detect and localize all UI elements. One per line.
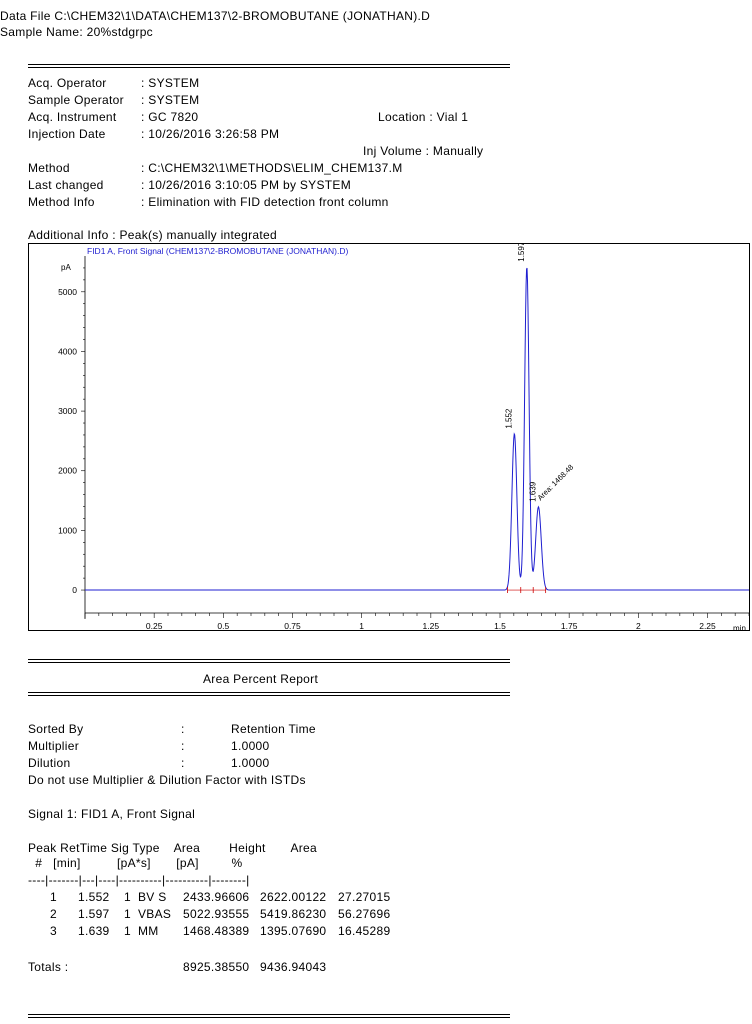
sorted-by-label: Sorted By [28, 722, 84, 736]
divider [28, 1014, 510, 1018]
report-title: Area Percent Report [203, 672, 319, 686]
data-file-line: Data File C:\CHEM32\1\DATA\CHEM137\2-BROMOBUTANE (JONATHAN).D [0, 9, 431, 23]
table-header-row-2: # [min] [pA*s] [pA] % [28, 856, 243, 870]
injection-date-label: Injection Date [28, 127, 106, 141]
method-label: Method [28, 161, 70, 175]
cell-sig: 1 [124, 924, 131, 938]
cell-type: MM [138, 924, 159, 938]
peak-label: 1.597 [516, 244, 526, 262]
total-height: 9436.94043 [260, 960, 327, 974]
sorted-by-value: Retention Time [231, 722, 316, 736]
inj-volume: Inj Volume : Manually [363, 144, 484, 158]
sample-operator-label: Sample Operator [28, 93, 124, 107]
method-info-label: Method Info [28, 195, 95, 209]
colon: : [181, 756, 185, 770]
sample-operator-value: : SYSTEM [141, 93, 200, 107]
acq-operator-label: Acq. Operator [28, 76, 107, 90]
x-tick-label: 2.25 [699, 621, 716, 630]
sample-name-line: Sample Name: 20%stdgrpc [0, 25, 153, 39]
cell-pct: 16.45289 [338, 924, 391, 938]
table-row [0, 924, 752, 938]
last-changed-value: : 10/26/2016 3:10:05 PM by SYSTEM [141, 178, 352, 192]
cell-rt: 1.597 [78, 907, 110, 921]
dilution-label: Dilution [28, 756, 71, 770]
divider [28, 659, 510, 663]
cell-peak: 2 [50, 907, 57, 921]
cell-sig: 1 [124, 907, 131, 921]
cell-sig: 1 [124, 890, 131, 904]
peak-label: 1.639 [528, 481, 538, 502]
colon: : [181, 739, 185, 753]
y-axis-unit: pA [61, 263, 71, 272]
cell-height: 1395.07690 [260, 924, 327, 938]
dilution-value: 1.0000 [231, 756, 270, 770]
location: Location : Vial 1 [378, 110, 469, 124]
multiplier-value: 1.0000 [231, 739, 270, 753]
multiplier-label: Multiplier [28, 739, 80, 753]
injection-date-value: : 10/26/2016 3:26:58 PM [141, 127, 280, 141]
acq-instrument-label: Acq. Instrument [28, 110, 117, 124]
cell-height: 5419.86230 [260, 907, 327, 921]
divider [28, 692, 510, 696]
method-info-value: : Elimination with FID detection front column [141, 195, 389, 209]
cell-area: 1468.48389 [183, 924, 250, 938]
colon: : [181, 722, 185, 736]
acq-operator-value: : SYSTEM [141, 76, 200, 90]
cell-rt: 1.552 [78, 890, 110, 904]
cell-type: VBAS [138, 907, 172, 921]
cell-area: 2433.96606 [183, 890, 250, 904]
cell-peak: 1 [50, 890, 57, 904]
y-tick-label: 4000 [58, 346, 77, 357]
table-header-row-1: Peak RetTime Sig Type Area Height Area [28, 841, 317, 855]
x-tick-label: 0.75 [284, 621, 301, 630]
totals-label: Totals : [28, 960, 69, 974]
x-tick-label: 1.25 [422, 621, 440, 630]
x-axis-unit: min [733, 624, 746, 630]
table-separator: ----|-------|---|----|----------|----------|--------| [28, 873, 250, 887]
acq-instrument-value: : GC 7820 [141, 110, 199, 124]
cell-pct: 27.27015 [338, 890, 391, 904]
method-value: : C:\CHEM32\1\METHODS\ELIM_CHEM137.M [141, 161, 403, 175]
x-tick-label: 0.5 [217, 621, 230, 630]
cell-pct: 56.27696 [338, 907, 391, 921]
x-tick-label: 2 [635, 621, 641, 630]
area-annotation: Area: 1468.48 [535, 462, 576, 503]
chromatogram-frame [28, 243, 750, 631]
istd-note: Do not use Multiplier & Dilution Factor with ISTDs [28, 773, 306, 787]
signal-line: Signal 1: FID1 A, Front Signal [28, 807, 196, 821]
table-row [0, 890, 752, 904]
cell-rt: 1.639 [78, 924, 110, 938]
x-tick-label: 1.75 [560, 621, 578, 630]
cell-area: 5022.93555 [183, 907, 250, 921]
y-tick-label: 2000 [58, 465, 77, 476]
additional-info: Additional Info : Peak(s) manually integrated [28, 228, 277, 242]
total-area: 8925.38550 [183, 960, 250, 974]
y-tick-label: 3000 [58, 406, 77, 417]
chart-title: FID1 A, Front Signal (CHEM137\2-BROMOBUTANE (JONATHAN).D) [87, 246, 349, 256]
divider [28, 64, 510, 68]
cell-peak: 3 [50, 924, 57, 938]
signal-trace [85, 268, 749, 590]
y-tick-label: 5000 [58, 286, 77, 297]
last-changed-label: Last changed [28, 178, 104, 192]
chromatogram-chart [29, 244, 749, 630]
peak-label: 1.552 [504, 408, 514, 429]
table-row [0, 907, 752, 921]
x-tick-label: 1 [359, 621, 365, 630]
cell-height: 2622.00122 [260, 890, 327, 904]
x-tick-label: 0.25 [145, 621, 163, 630]
y-tick-label: 1000 [58, 525, 77, 536]
cell-type: BV S [138, 890, 167, 904]
y-tick-label: 0 [72, 585, 77, 596]
x-tick-label: 1.5 [494, 621, 506, 630]
